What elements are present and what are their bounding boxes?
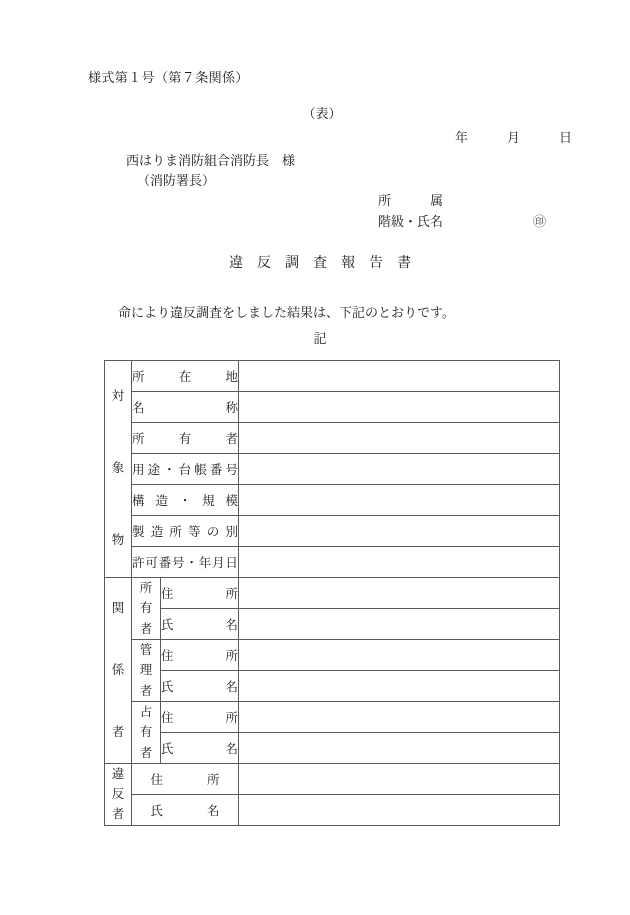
label-char: 名 — [132, 401, 145, 415]
field-label-target-object-6 — [132, 547, 239, 578]
label-char: 所 — [132, 370, 145, 384]
sub-label-所有者 — [132, 578, 161, 640]
label-char: 番 — [158, 556, 172, 570]
label-char: 名 — [225, 742, 239, 756]
affiliation-label: 所 属 — [378, 193, 444, 208]
value-cell-target-object-4[interactable] — [239, 485, 560, 516]
label-char: 氏 — [150, 804, 163, 818]
label-char: 住 — [161, 711, 174, 725]
section-label-text — [105, 578, 131, 763]
label-char: 造 — [155, 494, 168, 508]
field-label-text — [132, 429, 238, 447]
label-char: 者 — [139, 745, 153, 760]
label-char: 氏 — [161, 618, 174, 632]
label-char: 所 — [225, 587, 239, 601]
label-char: 名 — [225, 680, 239, 694]
label-char: 有 — [139, 601, 153, 616]
label-char: 所 — [169, 525, 182, 539]
label-char: 所 — [225, 649, 239, 663]
label-char: 反 — [111, 786, 125, 801]
label-char: 可 — [145, 556, 158, 570]
label-char: 所 — [225, 711, 239, 725]
label-char: 占 — [139, 705, 153, 720]
label-char: 許 — [132, 556, 145, 570]
label-char: 日 — [225, 556, 238, 570]
field-label-text — [132, 491, 238, 509]
field-label-target-object-2 — [132, 423, 239, 454]
label-char: 有 — [139, 725, 153, 740]
field-label-violator-0 — [132, 764, 239, 795]
sub-label-管理者 — [132, 640, 161, 702]
section-label-text — [105, 361, 131, 577]
field-label-target-object-0 — [132, 361, 239, 392]
value-cell-target-object-3[interactable] — [239, 454, 560, 485]
label-char: 号 — [225, 463, 238, 477]
label-char: 象 — [111, 461, 125, 476]
violation-report-table — [104, 360, 560, 826]
field-label-text — [161, 677, 238, 695]
addressee: 西はりま消防組合消防長 様 — [126, 153, 296, 168]
label-char: 名 — [207, 804, 220, 818]
value-cell-target-object-2[interactable] — [239, 423, 560, 454]
label-char: 規 — [202, 494, 215, 508]
form-number: 様式第１号（第７条関係） — [88, 70, 249, 85]
field-label-target-object-3 — [132, 454, 239, 485]
lead-text: 命により違反調査をしました結果は、下記のとおりです。 — [118, 305, 455, 320]
table-row — [105, 609, 560, 640]
table-row — [105, 485, 560, 516]
field-label-text — [132, 770, 238, 788]
label-char: 住 — [161, 587, 174, 601]
label-char: 模 — [225, 494, 239, 508]
section-label-related-parties — [105, 578, 132, 764]
label-char: 月 — [212, 556, 225, 570]
label-char: 者 — [111, 724, 125, 739]
label-char: 用 — [132, 463, 145, 477]
table-row — [105, 733, 560, 764]
table-row — [105, 702, 560, 733]
value-cell-related-parties-1[interactable] — [239, 609, 560, 640]
table-row — [105, 516, 560, 547]
field-label-related-parties-2 — [161, 640, 239, 671]
section-label-violator — [105, 764, 132, 826]
section-label-target-object — [105, 361, 132, 578]
page-title: 違 反 調 査 報 告 書 — [229, 256, 411, 271]
field-label-target-object-1 — [132, 392, 239, 423]
table-row — [105, 361, 560, 392]
field-label-target-object-5 — [132, 516, 239, 547]
table-row — [105, 423, 560, 454]
label-char: 氏 — [161, 742, 174, 756]
label-char: 号 — [172, 556, 185, 570]
label-char: 有 — [178, 432, 192, 446]
field-label-text — [161, 708, 238, 726]
field-label-text — [161, 739, 238, 757]
label-char: 年 — [198, 556, 212, 570]
section-label-text — [105, 764, 131, 825]
label-char: 帳 — [194, 463, 207, 477]
date-line: 年 月 日 — [455, 130, 573, 145]
field-label-related-parties-1 — [161, 609, 239, 640]
sub-label-text — [132, 702, 160, 763]
label-char: 違 — [111, 766, 125, 781]
field-label-text — [132, 522, 238, 540]
label-char: 物 — [111, 533, 125, 548]
label-char: 製 — [132, 525, 145, 539]
table-row — [105, 764, 560, 795]
label-char: 地 — [225, 370, 239, 384]
table-row — [105, 578, 560, 609]
label-char: ・ — [178, 494, 192, 508]
label-char: 者 — [139, 683, 153, 698]
table-row — [105, 547, 560, 578]
label-char: 在 — [178, 370, 192, 384]
value-cell-violator-0[interactable] — [239, 764, 560, 795]
field-label-text — [132, 460, 238, 478]
label-char: 構 — [132, 494, 145, 508]
field-label-text — [132, 553, 238, 571]
label-char: 番 — [209, 463, 223, 477]
label-char: 台 — [178, 463, 192, 477]
label-char: 途 — [147, 463, 161, 477]
value-cell-related-parties-4[interactable] — [239, 702, 560, 733]
ki-marker: 記 — [313, 331, 327, 346]
addressee-sub: （消防署長） — [137, 173, 216, 188]
value-cell-target-object-5[interactable] — [239, 516, 560, 547]
label-char: 理 — [139, 663, 153, 678]
label-char: 所 — [139, 581, 153, 596]
field-label-related-parties-0 — [161, 578, 239, 609]
label-char: ・ — [163, 463, 176, 477]
field-label-text — [161, 584, 238, 602]
label-char: 別 — [225, 525, 238, 539]
table-row — [105, 795, 560, 826]
label-char: 住 — [150, 773, 163, 787]
label-char: 等 — [188, 525, 201, 539]
sub-label-占有者 — [132, 702, 161, 764]
label-char: 対 — [111, 389, 125, 404]
label-char: の — [206, 525, 220, 539]
value-cell-related-parties-2[interactable] — [239, 640, 560, 671]
label-char: 所 — [207, 773, 220, 787]
label-char: 氏 — [161, 680, 174, 694]
field-label-text — [132, 801, 238, 819]
side-marker: （表） — [302, 106, 342, 121]
field-label-text — [132, 398, 238, 416]
label-char: 住 — [161, 649, 174, 663]
table-row — [105, 671, 560, 702]
sub-label-text — [132, 578, 160, 639]
label-char: 係 — [111, 662, 125, 677]
rank-name-label: 階級・氏名 — [378, 214, 444, 229]
label-char: 者 — [225, 432, 239, 446]
label-char: 管 — [139, 643, 153, 658]
label-char: 称 — [225, 401, 239, 415]
label-char: 関 — [111, 601, 125, 616]
label-char: 者 — [139, 621, 153, 636]
field-label-text — [132, 367, 238, 385]
field-label-violator-1 — [132, 795, 239, 826]
label-char: 名 — [225, 618, 239, 632]
field-label-related-parties-5 — [161, 733, 239, 764]
label-char: 造 — [150, 525, 164, 539]
value-cell-related-parties-3[interactable] — [239, 671, 560, 702]
table-row — [105, 640, 560, 671]
value-cell-violator-1[interactable] — [239, 795, 560, 826]
value-cell-related-parties-5[interactable] — [239, 733, 560, 764]
field-label-target-object-4 — [132, 485, 239, 516]
field-label-related-parties-4 — [161, 702, 239, 733]
field-label-text — [161, 646, 238, 664]
table-row — [105, 454, 560, 485]
seal-icon: ㊞ — [533, 214, 547, 229]
label-char: 所 — [132, 432, 145, 446]
field-label-related-parties-3 — [161, 671, 239, 702]
label-char: 者 — [111, 807, 125, 822]
field-label-text — [161, 615, 238, 633]
value-cell-related-parties-0[interactable] — [239, 578, 560, 609]
label-char: ・ — [185, 556, 198, 570]
value-cell-target-object-1[interactable] — [239, 392, 560, 423]
value-cell-target-object-6[interactable] — [239, 547, 560, 578]
value-cell-target-object-0[interactable] — [239, 361, 560, 392]
sub-label-text — [132, 640, 160, 701]
table-row — [105, 392, 560, 423]
